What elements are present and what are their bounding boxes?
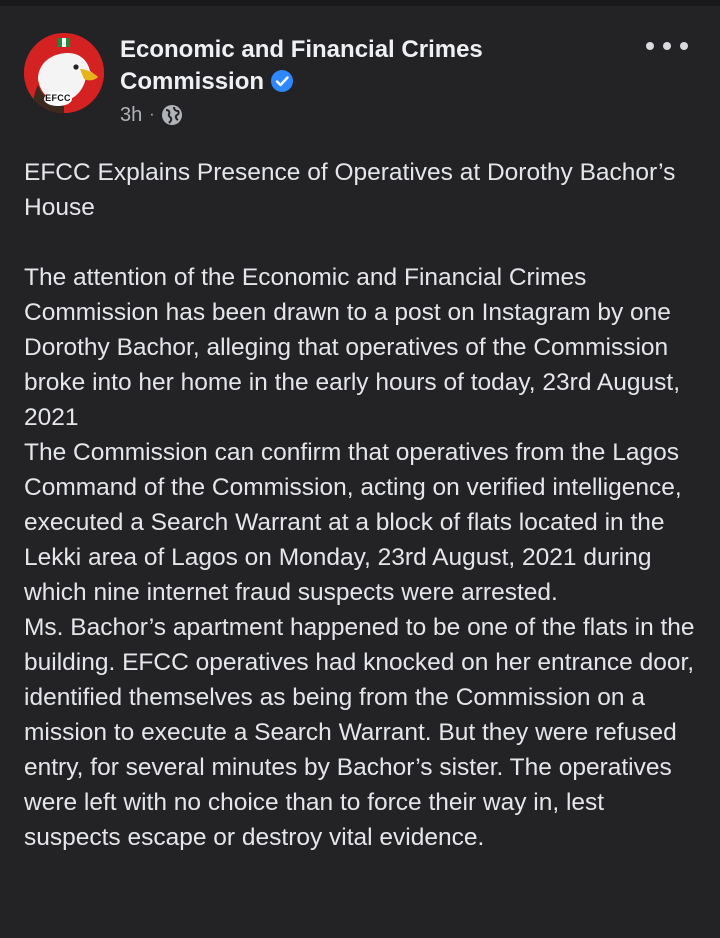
post-title: EFCC Explains Presence of Operatives at Dorothy Bachor’s House bbox=[24, 159, 676, 221]
verified-badge-icon bbox=[270, 69, 294, 93]
author-name-link[interactable] bbox=[120, 34, 560, 98]
paragraph-gap bbox=[24, 225, 704, 260]
author-name: Economic and Financial Crimes Commission bbox=[120, 36, 483, 95]
more-dot bbox=[663, 42, 671, 50]
post-paragraph: The Commission can confirm that operatives from the Lagos Command of the Commission, acting on verified intelligence, executed a Search Warrant at a block of flats located in the Lekki area of Lagos on Monday, 23rd August, 2021 during which nine internet fraud suspects were arrested. bbox=[24, 439, 682, 606]
post-card bbox=[0, 6, 720, 938]
post-timestamp[interactable]: 3h bbox=[120, 103, 143, 126]
post-paragraph: The attention of the Economic and Financial Crimes Commission has been drawn to a post on Instagram by one Dorothy Bachor, alleging that operatives of the Commission broke into her home in the early hours of today, 23rd August, 2021 bbox=[24, 264, 680, 431]
more-dot bbox=[680, 42, 688, 50]
more-dot bbox=[646, 42, 654, 50]
more-options-icon[interactable] bbox=[646, 36, 688, 56]
post-text bbox=[24, 155, 704, 855]
avatar-text: EFCC bbox=[45, 93, 71, 103]
post-meta bbox=[120, 102, 183, 128]
globe-icon[interactable] bbox=[161, 104, 183, 126]
post-paragraph: Ms. Bachor’s apartment happened to be one of the flats in the building. EFCC operatives had knocked on her entrance door, identified themselves as being from the Commission on a mission to execute a Search Warrant. But they were refused entry, for several minutes by Bachor’s sister. The operatives were left with no choice than to force their way in, lest suspects escape or destroy vital evidence. bbox=[24, 614, 695, 851]
avatar[interactable] bbox=[24, 33, 104, 113]
meta-separator: · bbox=[149, 106, 155, 123]
